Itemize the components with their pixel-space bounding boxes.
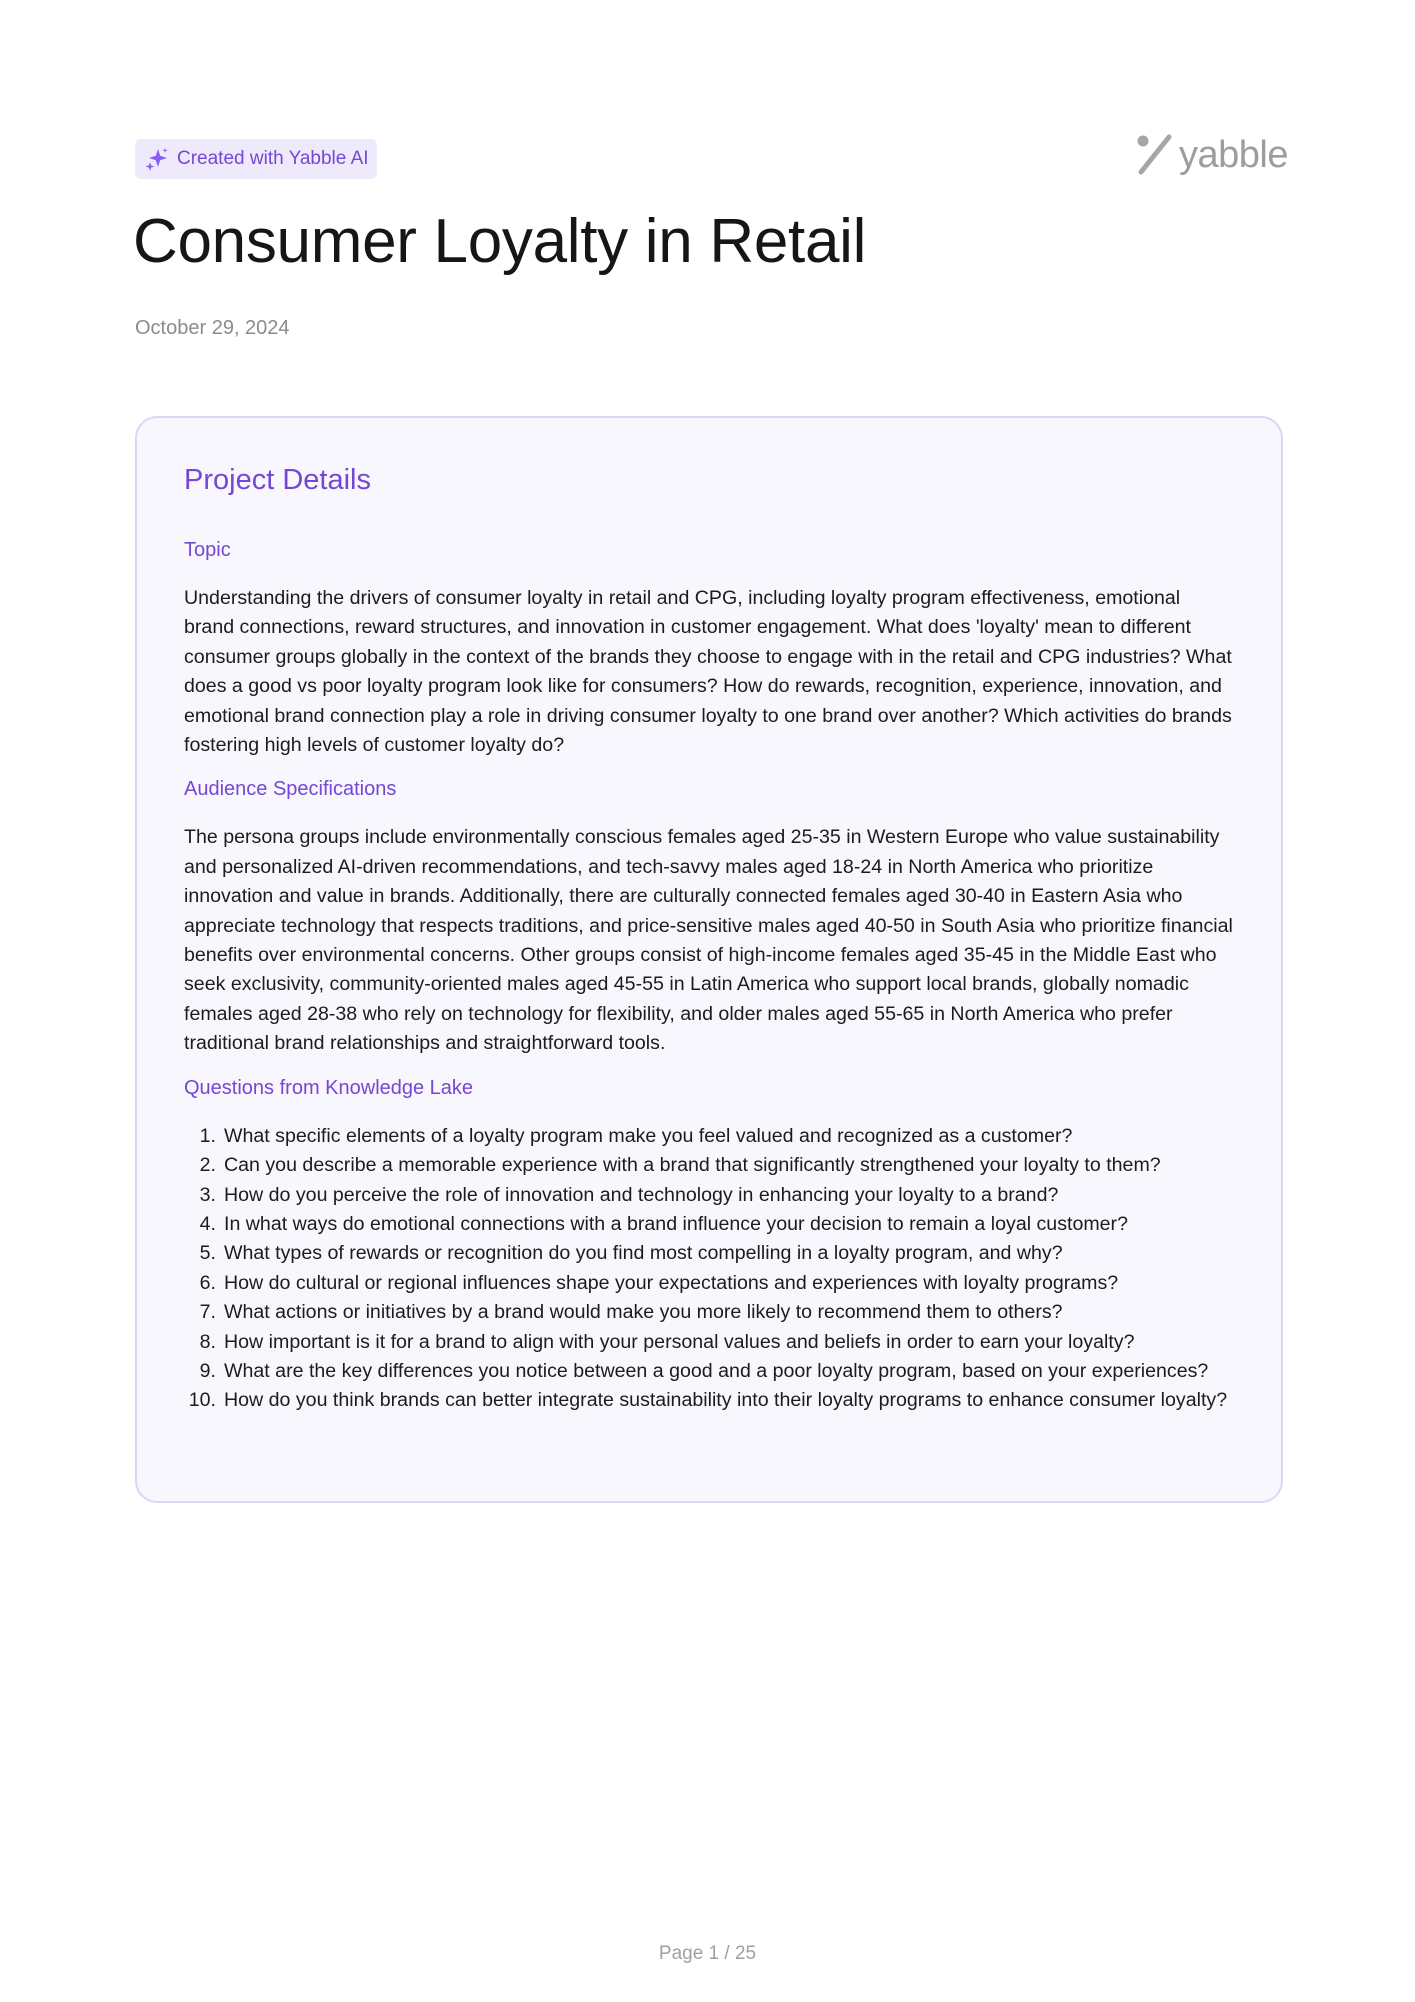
question-text: What types of rewards or recognition do you find most compelling in a loyalty program, and why? (224, 1242, 1063, 1265)
question-text: What are the key differences you notice between a good and a poor loyalty program, based on your experiences? (224, 1359, 1209, 1382)
yabble-logo (1135, 132, 1288, 178)
question-text: Can you describe a memorable experience with a brand that significantly strengthened your loyalty to them? (224, 1154, 1161, 1177)
question-number: 4. (199, 1212, 216, 1235)
question-item (184, 1239, 1235, 1268)
question-number: 3. (199, 1183, 216, 1206)
sparkle-icon (143, 145, 171, 173)
badge-label: Created with Yabble AI (177, 148, 369, 169)
page-title: Consumer Loyalty in Retail (133, 207, 867, 276)
yabble-mark-icon (1135, 132, 1177, 178)
question-text: How do you think brands can better integrate sustainability into their loyalty programs to enhance consumer loyalty? (224, 1389, 1228, 1412)
question-item (184, 1298, 1235, 1327)
question-item (184, 1357, 1235, 1386)
audience-text: The persona groups include environmentally conscious females aged 25-35 in Western Europe who value sustainability and personalized AI-driven recommendations, and tech-savvy males aged 18-24 in North America who prioritize innovation and value in brands. Additionally, there are culturally connected females aged 30-40 in Eastern Asia who appreciate technology that respects traditions, and price-sensitive males aged 40-50 in South Asia who prioritize financial benefits over environmental concerns. Other groups consist of high-income females aged 35-45 in the Middle East who seek exclusivity, community-oriented males aged 45-55 in Latin America who support local brands, globally nomadic females aged 28-38 who rely on technology for flexibility, and older males aged 55-65 in North America who prefer traditional brand relationships and straightforward tools. (184, 826, 1233, 1055)
project-details-card (135, 416, 1283, 1503)
question-text: How important is it for a brand to align with your personal values and beliefs in order to earn your loyalty? (224, 1330, 1135, 1353)
question-item (184, 1210, 1235, 1239)
project-details-heading: Project Details (184, 464, 371, 496)
question-item (184, 1122, 1235, 1151)
question-item (184, 1269, 1235, 1298)
question-item (184, 1181, 1235, 1210)
questions-list (184, 1122, 1235, 1416)
audience-label: Audience Specifications (184, 778, 397, 801)
question-text: How do you perceive the role of innovation and technology in enhancing your loyalty to a brand? (224, 1183, 1059, 1206)
report-date: October 29, 2024 (135, 317, 290, 339)
logo-wordmark: yabble (1179, 133, 1288, 176)
question-item (184, 1386, 1235, 1415)
topic-text: Understanding the drivers of consumer loyalty in retail and CPG, including loyalty program effectiveness, emotional brand connections, reward structures, and innovation in customer engagement. What does 'loyalty' mean to different consumer groups globally in the context of the brands they choose to engage with in the retail and CPG industries? What does a good vs poor loyalty program look like for consumers? How do rewards, recognition, experience, innovation, and emotional brand connection play a role in driving consumer loyalty to one brand over another? Which activities do brands fostering high levels of customer loyalty do? (184, 587, 1232, 757)
question-number: 8. (199, 1330, 216, 1353)
question-number: 1. (199, 1124, 216, 1147)
question-text: In what ways do emotional connections with a brand influence your decision to remain a loyal customer? (224, 1212, 1128, 1235)
question-number: 5. (199, 1242, 216, 1265)
question-text: What specific elements of a loyalty program make you feel valued and recognized as a customer? (224, 1124, 1073, 1147)
page-number: Page 1 / 25 (658, 1943, 757, 1964)
question-text: What actions or initiatives by a brand would make you more likely to recommend them to others? (224, 1301, 1063, 1324)
question-number: 7. (199, 1301, 216, 1324)
question-item (184, 1328, 1235, 1357)
question-number: 2. (199, 1154, 216, 1177)
question-number: 6. (199, 1271, 216, 1294)
questions-label: Questions from Knowledge Lake (184, 1076, 474, 1099)
question-text: How do cultural or regional influences shape your expectations and experiences with loyalty programs? (224, 1271, 1119, 1294)
question-number: 10. (188, 1389, 216, 1412)
question-item (184, 1151, 1235, 1180)
created-with-badge (135, 139, 377, 179)
topic-label: Topic (184, 539, 231, 561)
question-number: 9. (199, 1359, 216, 1382)
